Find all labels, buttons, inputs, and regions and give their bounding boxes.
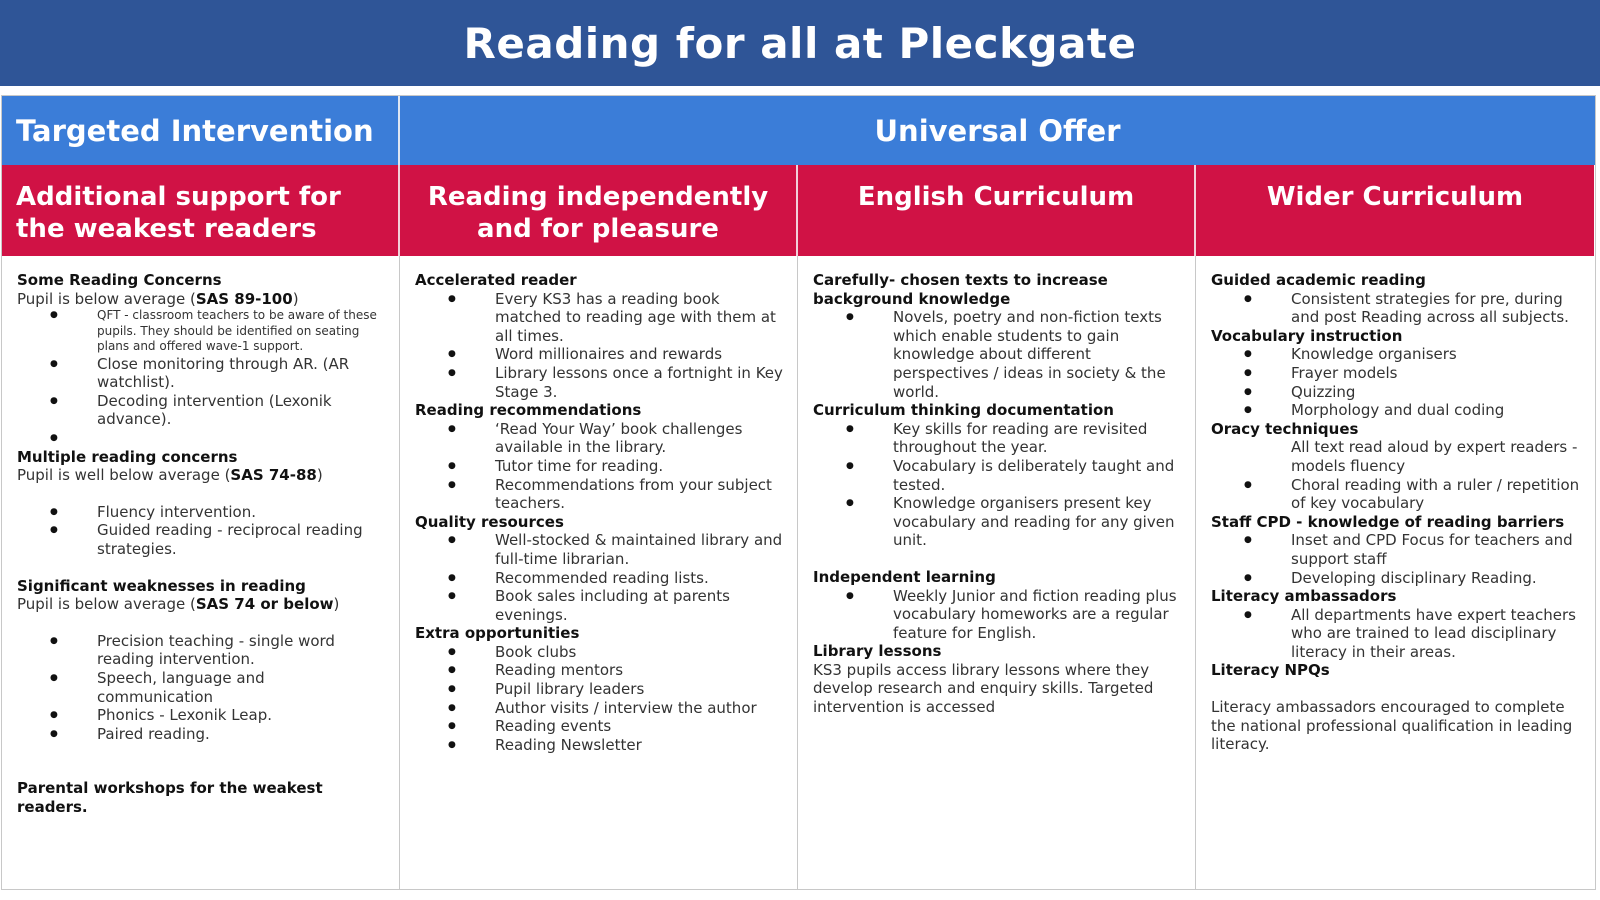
targeted-intervention-header: Targeted Intervention — [2, 96, 400, 165]
footer-note: Parental workshops for the weakest readers. — [17, 779, 323, 816]
list-item: ● Tutor time for reading. — [495, 457, 783, 476]
top-header-row — [2, 96, 1595, 165]
list-item: ● Quizzing — [1291, 383, 1580, 402]
list-item: ● Choral reading with a ruler / repetition of key vocabulary — [1291, 476, 1580, 513]
list-item-empty — [97, 429, 385, 448]
list-item: ● Fluency intervention. — [97, 503, 385, 522]
list-item: ● Library lessons once a fortnight in Key Stage 3. — [495, 364, 783, 401]
bullet-list — [813, 587, 1181, 643]
weakest-readers-header: Additional support for the weakest readers — [2, 165, 400, 256]
bullet-list — [415, 420, 783, 513]
bullet-list — [1211, 345, 1580, 419]
section-title: Oracy techniques — [1211, 419, 1359, 438]
list-item: ● Phonics - Lexonik Leap. — [97, 706, 385, 725]
list-item: ● Inset and CPD Focus for teachers and support staff — [1291, 531, 1580, 568]
list-item: ● Well-stocked & maintained library and full-time librarian. — [495, 531, 783, 568]
section-title: Some Reading Concerns — [17, 271, 222, 289]
section-title: Independent learning — [813, 567, 996, 586]
bullet-list — [17, 308, 385, 447]
list-item: ● Knowledge organisers present key vocabulary and reading for any given unit. — [893, 494, 1181, 550]
section-title: Extra opportunities — [415, 624, 580, 643]
overview-table — [1, 95, 1596, 890]
list-item: ● Weekly Junior and fiction reading plus vocabulary homeworks are a regular feature for English. — [893, 587, 1181, 643]
list-item: ● ‘Read Your Way’ book challenges available in the library. — [495, 420, 783, 457]
list-item: ● Knowledge organisers — [1291, 345, 1580, 364]
list-item: ● QFT - classroom teachers to be aware of these pupils. They should be identified on seating plans and offered wave-1 support. — [97, 308, 385, 355]
section-title: Literacy NPQs — [1211, 661, 1330, 680]
list-item: ● Reading Newsletter — [495, 736, 783, 755]
sub-header-row — [2, 165, 1595, 256]
list-item: ● All departments have expert teachers who are trained to lead disciplinary literacy in their areas. — [1291, 606, 1580, 662]
section-line: Pupil is below average (SAS 74 or below) — [17, 595, 340, 614]
list-item: ● Pupil library leaders — [495, 680, 783, 699]
section-text: All text read aloud by expert readers - models fluency — [1291, 438, 1578, 475]
wider-curriculum-column — [1196, 256, 1594, 889]
bullet-list — [415, 531, 783, 624]
section-title: Library lessons — [813, 642, 942, 661]
section-title: Literacy ambassadors — [1211, 587, 1397, 606]
bullet-list — [1211, 606, 1580, 662]
wider-curriculum-header: Wider Curriculum — [1196, 165, 1594, 256]
list-item: ● Key skills for reading are revisited throughout the year. — [893, 420, 1181, 457]
list-item: ● Close monitoring through AR. (AR watchlist). — [97, 355, 385, 392]
list-item: ● Book clubs — [495, 643, 783, 662]
list-item: ● Frayer models — [1291, 364, 1580, 383]
section-title: Quality resources — [415, 512, 564, 531]
list-item: ● Book sales including at parents evenings. — [495, 587, 783, 624]
list-item: ● Every KS3 has a reading book matched to reading age with them at all times. — [495, 290, 783, 346]
list-item: ● Morphology and dual coding — [1291, 401, 1580, 420]
bullet-list — [1211, 476, 1580, 513]
page-title: Reading for all at Pleckgate — [0, 0, 1600, 86]
list-item: ● Developing disciplinary Reading. — [1291, 569, 1580, 588]
bullet-list — [813, 308, 1181, 401]
list-item: ● Speech, language and communication — [97, 669, 385, 706]
bullet-list — [415, 643, 783, 755]
content-row — [2, 256, 1595, 889]
english-curriculum-column — [798, 256, 1196, 889]
section-title: Accelerated reader — [415, 271, 577, 289]
list-item: ● Vocabulary is deliberately taught and tested. — [893, 457, 1181, 494]
reading-independently-column — [400, 256, 798, 889]
section-title: Significant weaknesses in reading — [17, 576, 306, 595]
universal-offer-header: Universal Offer — [400, 96, 1595, 165]
section-text: Literacy ambassadors encouraged to complete the national professional qualification in leading literacy. — [1211, 698, 1573, 754]
bullet-list — [813, 420, 1181, 550]
section-title: Curriculum thinking documentation — [813, 401, 1114, 420]
list-item: ● Recommendations from your subject teachers. — [495, 476, 783, 513]
section-title: Carefully- chosen texts to increase background knowledge — [813, 271, 1108, 308]
section-title: Multiple reading concerns — [17, 447, 238, 466]
list-item: ● Word millionaires and rewards — [495, 345, 783, 364]
list-item: ● Reading events — [495, 717, 783, 736]
section-line: Pupil is below average (SAS 89-100) — [17, 289, 299, 308]
bullet-list — [415, 290, 783, 402]
section-text: KS3 pupils access library lessons where they develop research and enquiry skills. Targeted intervention is accessed — [813, 660, 1154, 717]
list-item: ● Consistent strategies for pre, during and post Reading across all subjects. — [1291, 290, 1580, 327]
bullet-list — [1211, 531, 1580, 587]
list-item: ● Decoding intervention (Lexonik advance). — [97, 392, 385, 429]
list-item: ● Reading mentors — [495, 661, 783, 680]
reading-independently-header: Reading independently and for pleasure — [400, 165, 798, 256]
list-item: ● Guided reading - reciprocal reading strategies. — [97, 521, 385, 558]
bullet-list — [17, 503, 385, 559]
list-item: ● Precision teaching - single word reading intervention. — [97, 632, 385, 669]
list-item: ● Recommended reading lists. — [495, 569, 783, 588]
section-title: Vocabulary instruction — [1211, 326, 1403, 345]
bullet-list — [17, 632, 385, 744]
list-item: ● Paired reading. — [97, 725, 385, 744]
list-item: ● Novels, poetry and non-fiction texts which enable students to gain knowledge about different perspectives / ideas in society & the world. — [893, 308, 1181, 401]
section-line: Pupil is well below average (SAS 74-88) — [17, 466, 323, 485]
weakest-readers-column — [2, 256, 400, 889]
bullet-list — [1211, 290, 1580, 327]
list-item: ● Author visits / interview the author — [495, 699, 783, 718]
section-title: Guided academic reading — [1211, 271, 1426, 289]
section-title: Staff CPD - knowledge of reading barriers — [1211, 512, 1565, 531]
english-curriculum-header: English Curriculum — [798, 165, 1196, 256]
section-title: Reading recommendations — [415, 401, 642, 420]
